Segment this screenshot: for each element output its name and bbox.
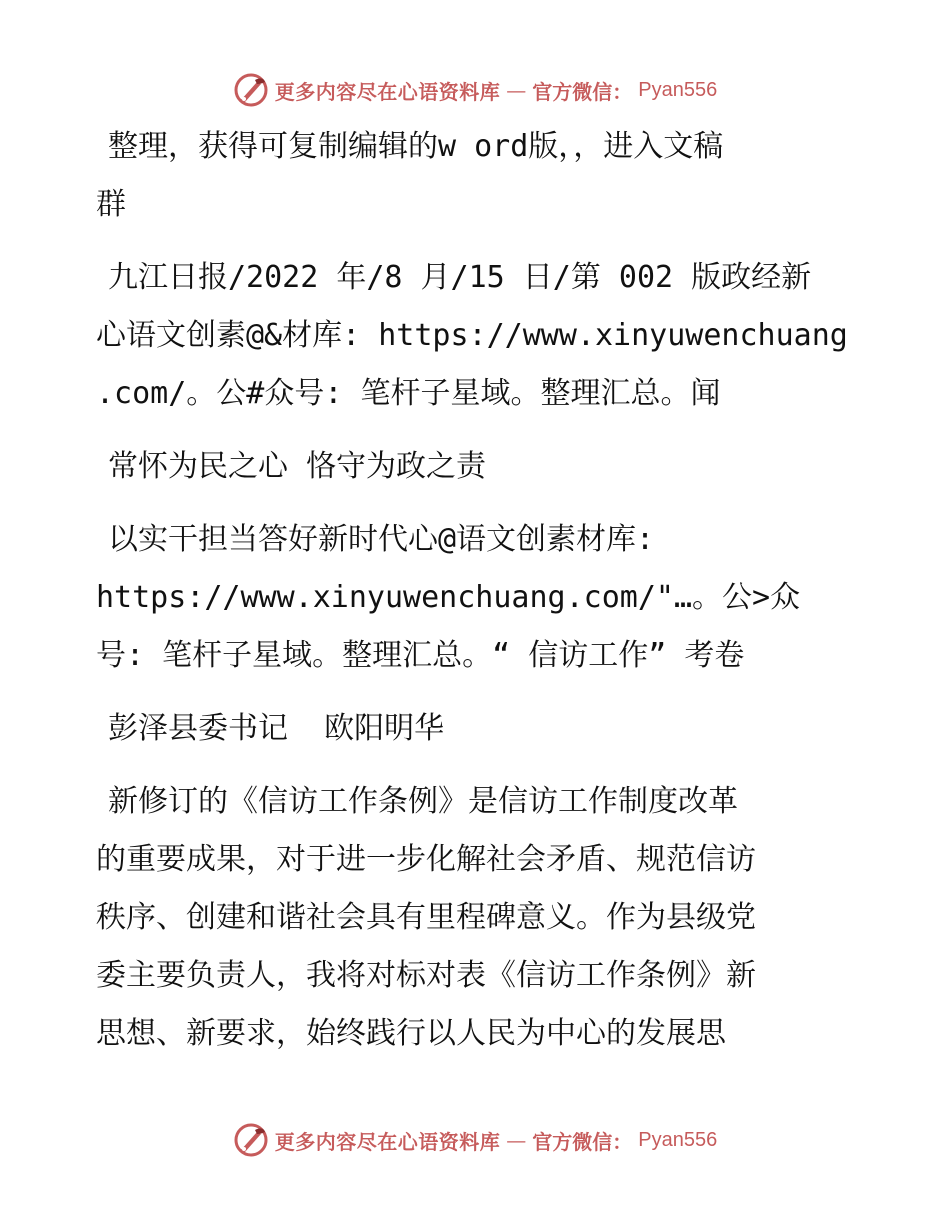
paragraph-line: 彭泽县委书记 欧阳明华 xyxy=(108,711,445,746)
footer-wechat-id: Pyan556 xyxy=(638,1128,718,1151)
paragraph-line: 常怀为民之心 恪守为政之责 xyxy=(108,449,487,484)
header-wechat-id: Pyan556 xyxy=(638,78,718,101)
footer-site-text: 更多内容尽在心语资料库 xyxy=(274,1129,501,1154)
paragraph-line: 号: 笔杆子星域。整理汇总。“ 信访工作” 考卷 xyxy=(96,638,745,673)
paragraph-line: 以实干担当答好新时代心@语文创素材库: xyxy=(108,522,655,557)
document-body xyxy=(96,118,856,1078)
paragraph-line: https://www.xinyuwenchuang.com/"…。公>众 xyxy=(96,580,801,615)
header-banner xyxy=(0,70,950,110)
header-site-text: 更多内容尽在心语资料库 xyxy=(274,79,501,104)
paragraph-line: 秩序、创建和谐社会具有里程碑意义。作为县级党 xyxy=(96,900,756,935)
paragraph xyxy=(96,118,856,234)
footer-banner xyxy=(0,1120,950,1160)
paragraph xyxy=(96,700,856,758)
paragraph-line: 整理，获得可复制编辑的w ord版，，进入文稿 xyxy=(108,129,724,164)
header-dash: — xyxy=(506,78,527,102)
paragraph-line: .com/。公#众号: 笔杆子星域。整理汇总。闻 xyxy=(96,376,721,411)
paragraph xyxy=(96,249,856,423)
paragraph-line: 的重要成果，对于进一步化解社会矛盾、规范信访 xyxy=(96,842,756,877)
paragraph-line: 新修订的《信访工作条例》是信访工作制度改革 xyxy=(108,784,738,819)
paragraph xyxy=(96,438,856,496)
footer-contact-label: 官方微信： xyxy=(532,1129,633,1154)
paragraph-line: 思想、新要求，始终践行以人民为中心的发展思 xyxy=(96,1016,726,1051)
paragraph-line: 群 xyxy=(96,187,126,222)
header-contact-label: 官方微信： xyxy=(532,79,633,104)
paragraph xyxy=(96,773,856,1063)
quill-pen-logo-icon xyxy=(233,72,269,108)
quill-pen-logo-icon xyxy=(233,1122,269,1158)
footer-dash: — xyxy=(506,1128,527,1152)
paragraph xyxy=(96,511,856,685)
paragraph-line: 心语文创素@&材库: https://www.xinyuwenchuang xyxy=(96,318,848,353)
paragraph-line: 九江日报/2022 年/8 月/15 日/第 002 版政经新 xyxy=(108,260,812,295)
paragraph-line: 委主要负责人，我将对标对表《信访工作条例》新 xyxy=(96,958,756,993)
